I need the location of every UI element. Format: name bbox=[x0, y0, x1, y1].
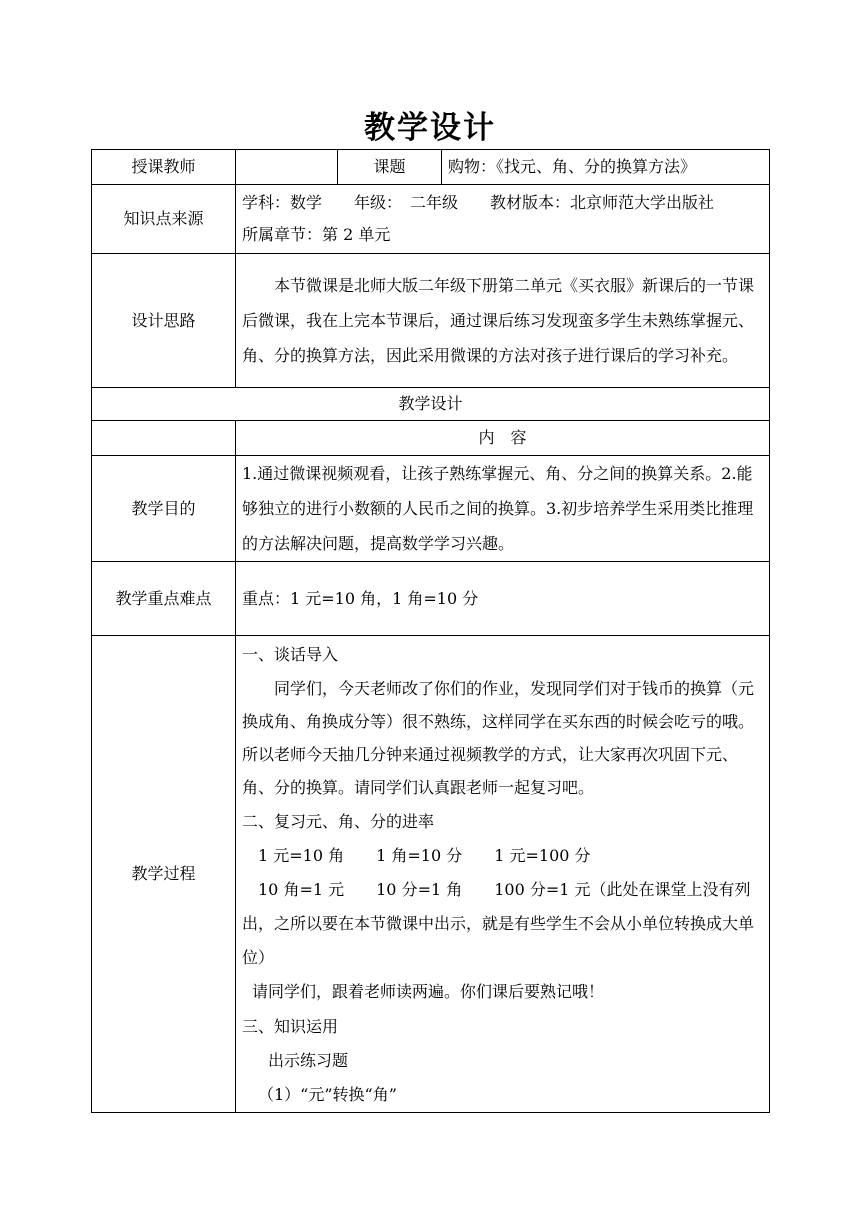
key-points-cell bbox=[236, 562, 770, 636]
process-s2-line-2-text: 10 角=1 元 10 分=1 角 100 分=1 元（此处在课堂上没有列出，之所以要在本节微课中出示，就是有些学生不会从小单位转换成大单位） bbox=[242, 880, 755, 967]
process-s3-title: 三、知识运用 bbox=[242, 1017, 339, 1036]
lesson-design-table bbox=[91, 149, 770, 1113]
design-idea-cell bbox=[236, 254, 770, 388]
teacher-value bbox=[236, 150, 338, 185]
process-row bbox=[92, 636, 770, 1113]
source-label: 知识点来源 bbox=[92, 185, 236, 254]
source-cell bbox=[236, 185, 770, 254]
design-idea-label: 设计思路 bbox=[92, 254, 236, 388]
content-header: 内 容 bbox=[236, 421, 770, 456]
topic-value: 购物：《找元、角、分的换算方法》 bbox=[442, 150, 770, 185]
content-header-row bbox=[92, 421, 770, 456]
process-s3-line-1: 出示练习题 bbox=[268, 1051, 349, 1070]
process-s2-line-3: 请同学们，跟着老师读两遍。你们课后要熟记哦！ bbox=[252, 982, 605, 1001]
process-s3-line-2: （1）“元”转换“角” bbox=[258, 1085, 397, 1104]
source-row bbox=[92, 185, 770, 254]
header-row bbox=[92, 150, 770, 185]
topic-label: 课题 bbox=[338, 150, 442, 185]
goals-label: 教学目的 bbox=[92, 456, 236, 562]
goals-row bbox=[92, 456, 770, 562]
key-points-text: 重点：1 元=10 角，1 角=10 分 bbox=[242, 588, 479, 608]
content-header-blank bbox=[92, 421, 236, 456]
source-line-2: 所属章节：第 2 单元 bbox=[242, 225, 391, 244]
key-points-row bbox=[92, 562, 770, 636]
section-header-row bbox=[92, 388, 770, 421]
page-title: 教学设计 bbox=[364, 110, 496, 146]
section-header: 教学设计 bbox=[92, 388, 770, 421]
process-s1-text: 同学们，今天老师改了你们的作业，发现同学们对于钱币的换算（元换成角、角换成分等）很不熟练，这样同学在买东西的时候会吃亏的哦。所以老师今天抽几分钟来通过视频教学的方式，让大家再次巩固下元、角、分的换算。请同学们认真跟老师一起复习吧。 bbox=[242, 679, 755, 797]
design-idea-text: 本节微课是北师大版二年级下册第二单元《买衣服》新课后的一节课后微课，我在上完本节课后，通过课后练习发现蛮多学生未熟练掌握元、角、分的换算方法，因此采用微课的方法对孩子进行课后的学习补充。 bbox=[242, 276, 755, 365]
process-cell bbox=[236, 636, 770, 1113]
process-label: 教学过程 bbox=[92, 636, 236, 1113]
process-s2-title: 二、复习元、角、分的进率 bbox=[242, 812, 435, 831]
teacher-label: 授课教师 bbox=[92, 150, 236, 185]
process-s2-line-2 bbox=[242, 873, 763, 975]
source-line-1: 学科：数学 年级： 二年级 教材版本：北京师范大学出版社 bbox=[242, 193, 715, 212]
goals-cell bbox=[236, 456, 770, 562]
design-idea-row bbox=[92, 254, 770, 388]
goals-text: 1.通过微课视频观看，让孩子熟练掌握元、角、分之间的换算关系。2.能够独立的进行小数额的人民币之间的换算。3.初步培养学生采用类比推理的方法解决问题，提高数学学习兴趣。 bbox=[242, 464, 754, 553]
process-s1-title: 一、谈话导入 bbox=[242, 645, 339, 664]
key-points-label: 教学重点难点 bbox=[92, 562, 236, 636]
process-s2-line-1: 1 元=10 角 1 角=10 分 1 元=100 分 bbox=[258, 846, 591, 865]
